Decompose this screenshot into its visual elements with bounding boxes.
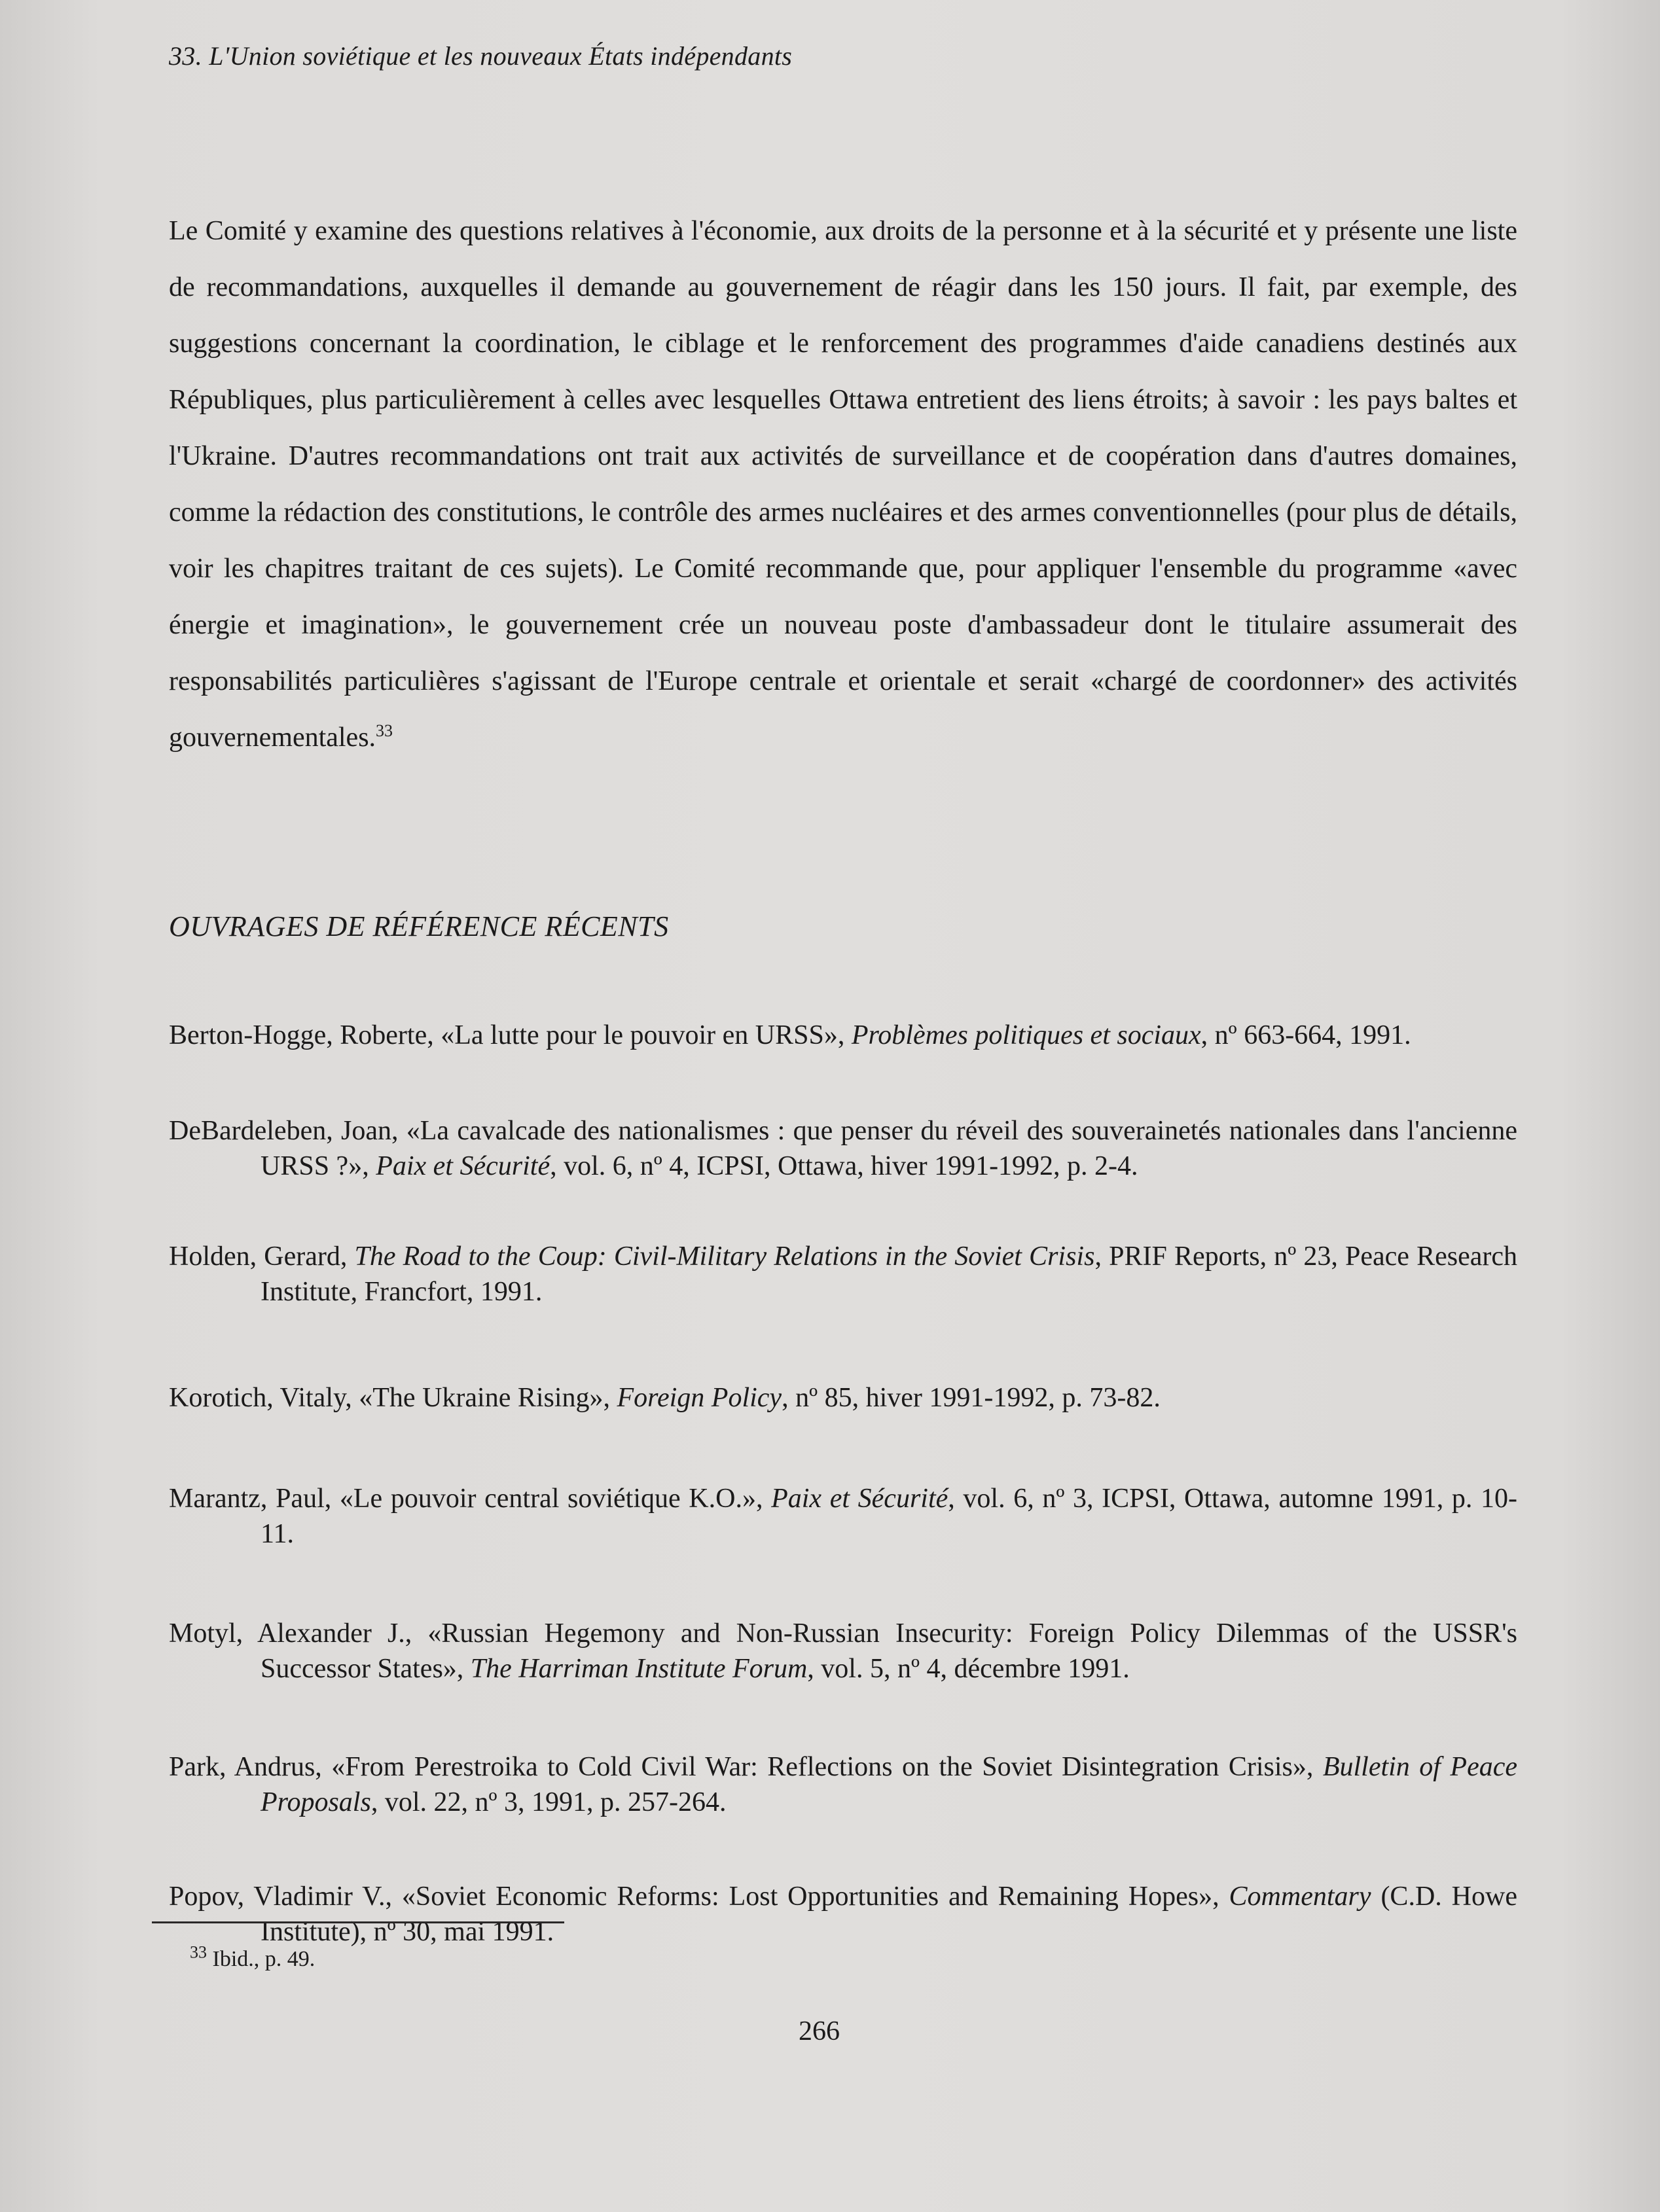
reference-title: The Harriman Institute Forum bbox=[470, 1654, 808, 1684]
reference-item bbox=[169, 1481, 1517, 1552]
reference-title: Paix et Sécurité bbox=[771, 1484, 948, 1514]
reference-text: Popov, Vladimir V., «Soviet Economic Reforms: Lost Opportunities and Remaining Hopes», bbox=[169, 1882, 1229, 1912]
footnote bbox=[190, 1942, 316, 1972]
footnote-divider bbox=[152, 1921, 564, 1923]
reference-item bbox=[169, 1749, 1517, 1820]
reference-list bbox=[169, 1018, 1517, 1950]
reference-item bbox=[169, 1616, 1517, 1686]
reference-text: Marantz, Paul, «Le pouvoir central soviétique K.O.», bbox=[169, 1484, 772, 1514]
footnote-number: 33 bbox=[190, 1942, 207, 1962]
footnote-reference: 33 bbox=[376, 721, 393, 740]
reference-item bbox=[169, 1380, 1517, 1416]
footnote-text: Ibid., p. 49. bbox=[212, 1947, 316, 1971]
reference-text: Berton-Hogge, Roberte, «La lutte pour le pouvoir en URSS», bbox=[169, 1020, 852, 1050]
reference-details: , vol. 22, nº 3, 1991, p. 257-264. bbox=[370, 1787, 727, 1817]
body-paragraph bbox=[169, 203, 1517, 766]
reference-title: Problèmes politiques et sociaux bbox=[851, 1020, 1201, 1050]
reference-text: Korotich, Vitaly, «The Ukraine Rising», bbox=[169, 1383, 617, 1413]
reference-item bbox=[169, 1879, 1517, 1950]
section-title: OUVRAGES DE RÉFÉRENCE RÉCENTS bbox=[169, 910, 669, 942]
reference-item bbox=[169, 1239, 1517, 1310]
reference-text: Motyl, Alexander J., «Russian Hegemony and Non-Russian Insecurity: Foreign Policy Dilemmas of the USSR's Successor States», bbox=[169, 1618, 1517, 1684]
reference-details: , nº 663-664, 1991. bbox=[1200, 1020, 1411, 1050]
reference-item bbox=[169, 1113, 1517, 1184]
reference-details: , PRIF Reports, nº 23, Peace Research Institute, Francfort, 1991. bbox=[261, 1241, 1518, 1307]
reference-title: Commentary bbox=[1229, 1882, 1371, 1912]
reference-text: Park, Andrus, «From Perestroika to Cold Civil War: Reflections on the Soviet Disintegration Crisis», bbox=[169, 1752, 1323, 1782]
reference-title: Paix et Sécurité bbox=[376, 1151, 550, 1181]
reference-details: , vol. 6, nº 3, ICPSI, Ottawa, automne 1991, p. 10-11. bbox=[261, 1484, 1517, 1549]
reference-text: Holden, Gerard, bbox=[169, 1241, 355, 1272]
reference-text: DeBardeleben, Joan, «La cavalcade des nationalismes : que penser du réveil des souverainetés nationales dans l'ancienne URSS ?», bbox=[169, 1116, 1517, 1181]
reference-details: , vol. 5, nº 4, décembre 1991. bbox=[807, 1654, 1130, 1684]
reference-details: , nº 85, hiver 1991-1992, p. 73-82. bbox=[782, 1383, 1161, 1413]
reference-title: The Road to the Coup: Civil-Military Relations in the Soviet Crisis bbox=[354, 1241, 1095, 1272]
reference-title: Foreign Policy bbox=[617, 1383, 782, 1413]
reference-details: , vol. 6, nº 4, ICPSI, Ottawa, hiver 1991-1992, p. 2-4. bbox=[550, 1151, 1138, 1181]
body-paragraph-text: Le Comité y examine des questions relatives à l'économie, aux droits de la personne et à la sécurité et y présente une liste de recommandations, auxquelles il demande au gouvernement de réagir dans les 150 jours. Il fait, par exemple, des suggestions concernant la coordination, le ciblage et le renforcement des programmes d'aide canadiens destinés aux Républiques, plus particulièrement à celles avec lesquelles Ottawa entretient des liens étroits; à savoir : les pays baltes et l'Ukraine. D'autres recommandations ont trait aux activités de surveillance et de coopération dans d'autres domaines, comme la rédaction des constitutions, le contrôle des armes nucléaires et des armes conventionnelles (pour plus de détails, voir les chapitres traitant de ces sujets). Le Comité recommande que, pour appliquer l'ensemble du programme «avec énergie et imagination», le gouvernement crée un nouveau poste d'ambassadeur dont le titulaire assumerait des responsabilités particulières s'agissant de l'Europe centrale et orientale et serait «chargé de coordonner» des activités gouvernementales. bbox=[169, 216, 1517, 753]
page-number: 266 bbox=[799, 2016, 840, 2046]
reference-title: Bulletin of Peace Proposals bbox=[261, 1752, 1517, 1817]
reference-item bbox=[169, 1018, 1517, 1053]
reference-details: (C.D. Howe Institute), nº 30, mai 1991. bbox=[261, 1882, 1517, 1947]
running-head: 33. L'Union soviétique et les nouveaux États indépendants bbox=[169, 41, 793, 71]
